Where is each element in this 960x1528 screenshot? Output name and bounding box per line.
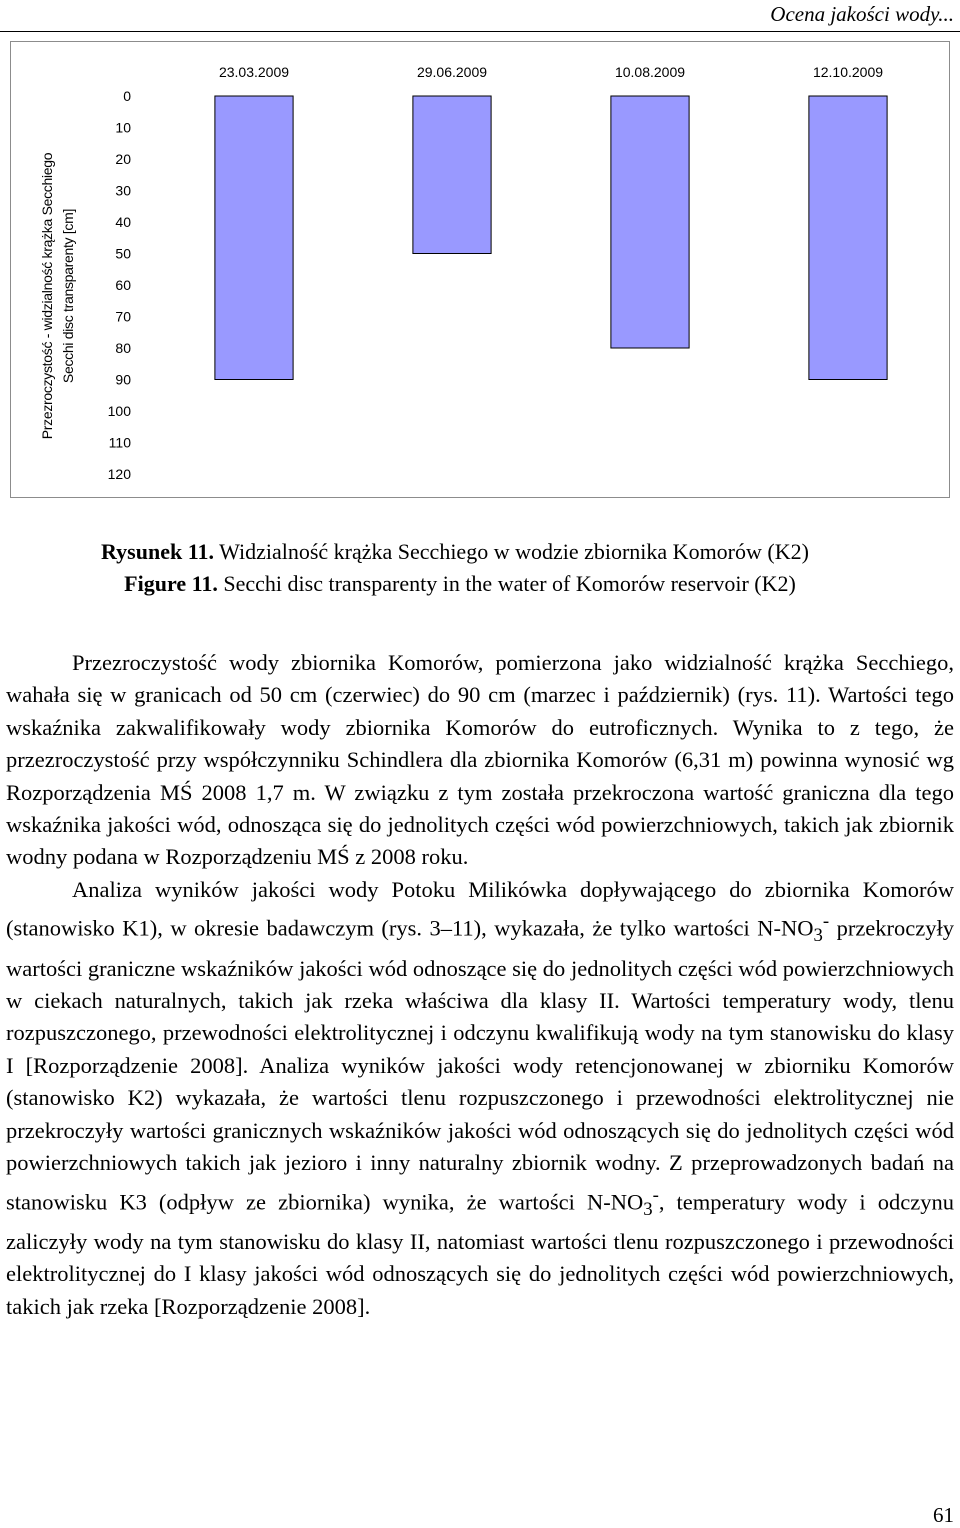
y-axis-label-line-2: Secchi disc transparenty [cm] (60, 208, 76, 384)
header-rule (0, 31, 960, 32)
y-tick-label: 60 (115, 277, 131, 293)
y-tick-label: 20 (115, 151, 131, 167)
superscript-2: - (652, 1184, 659, 1206)
bar-chart (11, 42, 949, 497)
bar (809, 96, 887, 380)
paragraph-2 (6, 874, 954, 1323)
x-tick-label: 12.10.2009 (812, 64, 884, 80)
running-head: Ocena jakości wody... (770, 2, 954, 26)
x-tick-label: 29.06.2009 (416, 64, 488, 80)
caption-english-label: Figure 11. (124, 571, 218, 596)
bar (215, 96, 293, 380)
subscript-2: 3 (643, 1198, 653, 1220)
x-tick-label: 10.08.2009 (614, 64, 686, 80)
y-tick-label: 110 (108, 434, 131, 451)
y-tick-label: 40 (115, 214, 131, 230)
caption-english (0, 571, 940, 597)
paragraph-2-part-a: Analiza wyników jakości wody Potoku Milikówka dopływającego do zbiornika Komorów (stanowisko K1), w okresie badawczym (rys. 3–11), wykazała, że tylko wartości N-NO (6, 876, 954, 941)
caption-polish-text: Widzialność krążka Secchiego w wodzie zbiornika Komorów (K2) (213, 539, 809, 564)
caption-polish-label: Rysunek 11. (101, 539, 214, 564)
chart-frame (10, 41, 950, 498)
y-tick-label: 10 (115, 119, 131, 136)
y-tick-label: 120 (107, 466, 131, 482)
page-number: 61 (933, 1503, 954, 1527)
x-tick-label: 23.03.2009 (218, 64, 290, 80)
y-tick-label: 80 (115, 340, 131, 356)
y-tick-label: 90 (115, 371, 131, 388)
bar (611, 96, 689, 348)
y-tick-label: 50 (115, 245, 131, 262)
y-tick-label: 0 (123, 88, 131, 104)
y-axis-label-line-1: Przezroczystość - widzialność krążka Secchiego (39, 152, 55, 440)
superscript-1: - (822, 911, 830, 933)
caption-polish (0, 539, 935, 565)
paragraph-2-part-c: , temperatury wody i odczynu zaliczyły wody na tym stanowisku do klasy II, natomiast wartości tlenu rozpuszczonego i przewodności elektrolitycznej do I klasy jakości wód odnoszących się do jednolitych części wód powierzchniowych, takich jak rzeka [Rozporządzenie 2008]. (6, 1189, 954, 1319)
y-tick-label: 70 (115, 308, 131, 325)
bar (413, 96, 491, 254)
caption-english-text: Secchi disc transparenty in the water of Komorów reservoir (K2) (217, 571, 796, 596)
paragraph-2-part-b: przekroczyły wartości graniczne wskaźników jakości wód odnoszące się do jednolitych części wód powierzchniowych w ciekach naturalnych, takich jak rzeka właściwa dla klasy II. Wartości temperatury wody, tlenu rozpuszczonego, przewodności elektrolitycznej i odczynu kwalifikują wody na tym stanowisku do klasy I [Rozporządzenie 2008]. Analiza wyników jakości wody retencjonowanej w zbiorniku Komorów (stanowisko K2) wykazała, że wartości tlenu rozpuszczonego i przewodności elektrolitycznej nie przekroczyły wartości granicznych wskaźników jakości wód odnoszących się do jednolitych części wód powierzchniowych takich jak jezioro i inny naturalny zbiornik wodny. Z przeprowadzonych badań na stanowisku K3 (odpływ ze zbiornika) wynika, że wartości N-NO (6, 915, 955, 1214)
subscript-1: 3 (813, 925, 823, 947)
body-text (6, 647, 954, 1323)
paragraph-1: Przezroczystość wody zbiornika Komorów, pomierzona jako widzialność krążka Secchiego, wahała się w granicach od 50 cm (czerwiec) do 90 cm (marzec i październik) (rys. 11). Wartości tego wskaźnika zakwalifikowały wody zbiornika Komorów do eutroficznych. Wynika to z tego, że przezroczystość przy współczynniku Schindlera dla zbiornika Komorów (6,31 m) powinna wynosić wg Rozporządzenia MŚ 2008 1,7 m. W związku z tym została przekroczona wartość graniczna dla tego wskaźnika jakości wód, odnosząca się do jednolitych części wód powierzchniowych, takich jak zbiornik wodny podana w Rozporządzeniu MŚ z 2008 roku. (6, 650, 954, 870)
y-tick-label: 30 (115, 182, 131, 199)
y-tick-label: 100 (107, 403, 131, 419)
